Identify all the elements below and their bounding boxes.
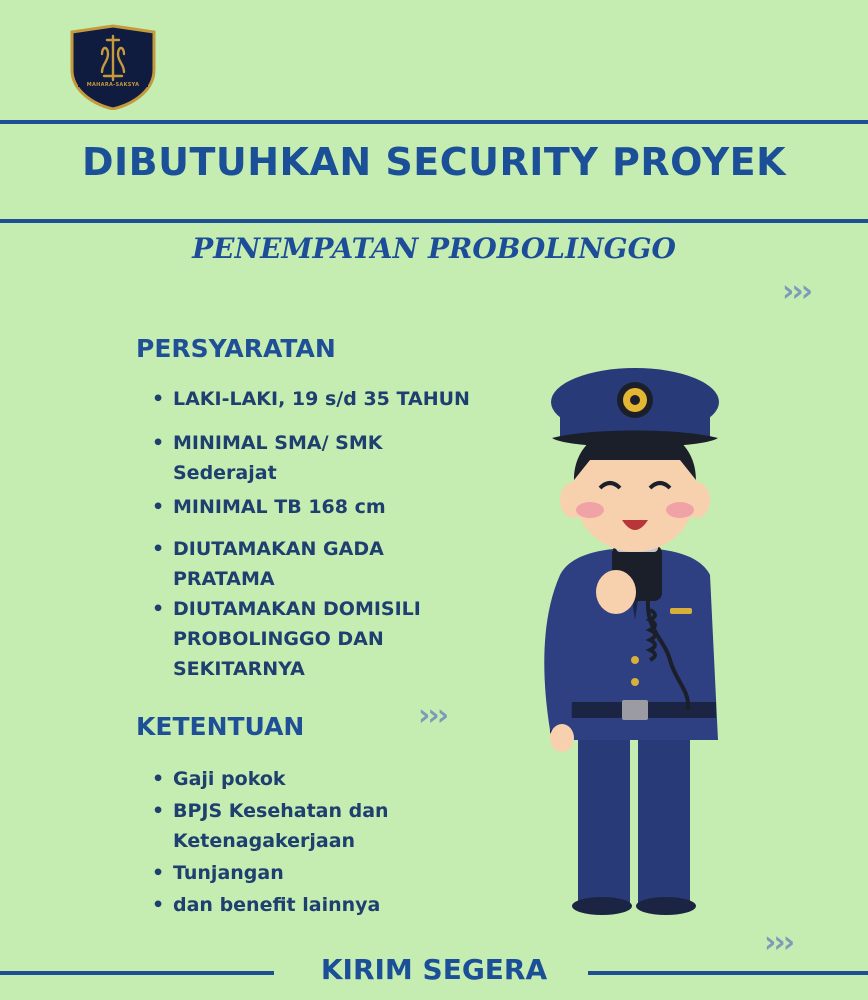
- list-item: • MINIMAL TB 168 cm: [150, 492, 480, 522]
- list-item: • Tunjangan: [150, 858, 400, 888]
- requirements-heading: PERSYARATAN: [136, 334, 336, 363]
- security-guard-illustration: [530, 360, 750, 920]
- chevron-right-icon: ›››: [782, 274, 811, 309]
- list-item: • dan benefit lainnya: [150, 890, 400, 920]
- title-divider: [0, 219, 868, 223]
- chevron-right-icon: ›››: [764, 925, 793, 960]
- company-logo: [68, 24, 158, 110]
- requirements-list: [150, 384, 480, 684]
- footer-cta: KIRIM SEGERA: [320, 953, 548, 986]
- terms-heading: KETENTUAN: [136, 712, 305, 741]
- logo-text: MAHARA-SAKSYA: [86, 82, 140, 88]
- top-divider: [0, 120, 868, 124]
- security-guard-icon: [530, 360, 750, 920]
- terms-list: [150, 764, 400, 920]
- list-item: • DIUTAMAKAN GADA PRATAMA: [150, 534, 403, 594]
- chevron-right-icon: ›››: [418, 698, 447, 733]
- page-subtitle: PENEMPATAN PROBOLINGGO: [192, 232, 676, 265]
- list-item: • DIUTAMAKAN DOMISILI PROBOLINGGO DAN SEKITARNYA: [150, 594, 453, 684]
- shield-logo-icon: [68, 24, 158, 110]
- list-item: • LAKI-LAKI, 19 s/d 35 TAHUN: [150, 384, 480, 414]
- list-item: • MINIMAL SMA/ SMK Sederajat: [150, 428, 403, 488]
- list-item: • Gaji pokok: [150, 764, 400, 794]
- list-item: • BPJS Kesehatan dan Ketenagakerjaan: [150, 796, 403, 856]
- page-title: DIBUTUHKAN SECURITY PROYEK: [81, 140, 787, 184]
